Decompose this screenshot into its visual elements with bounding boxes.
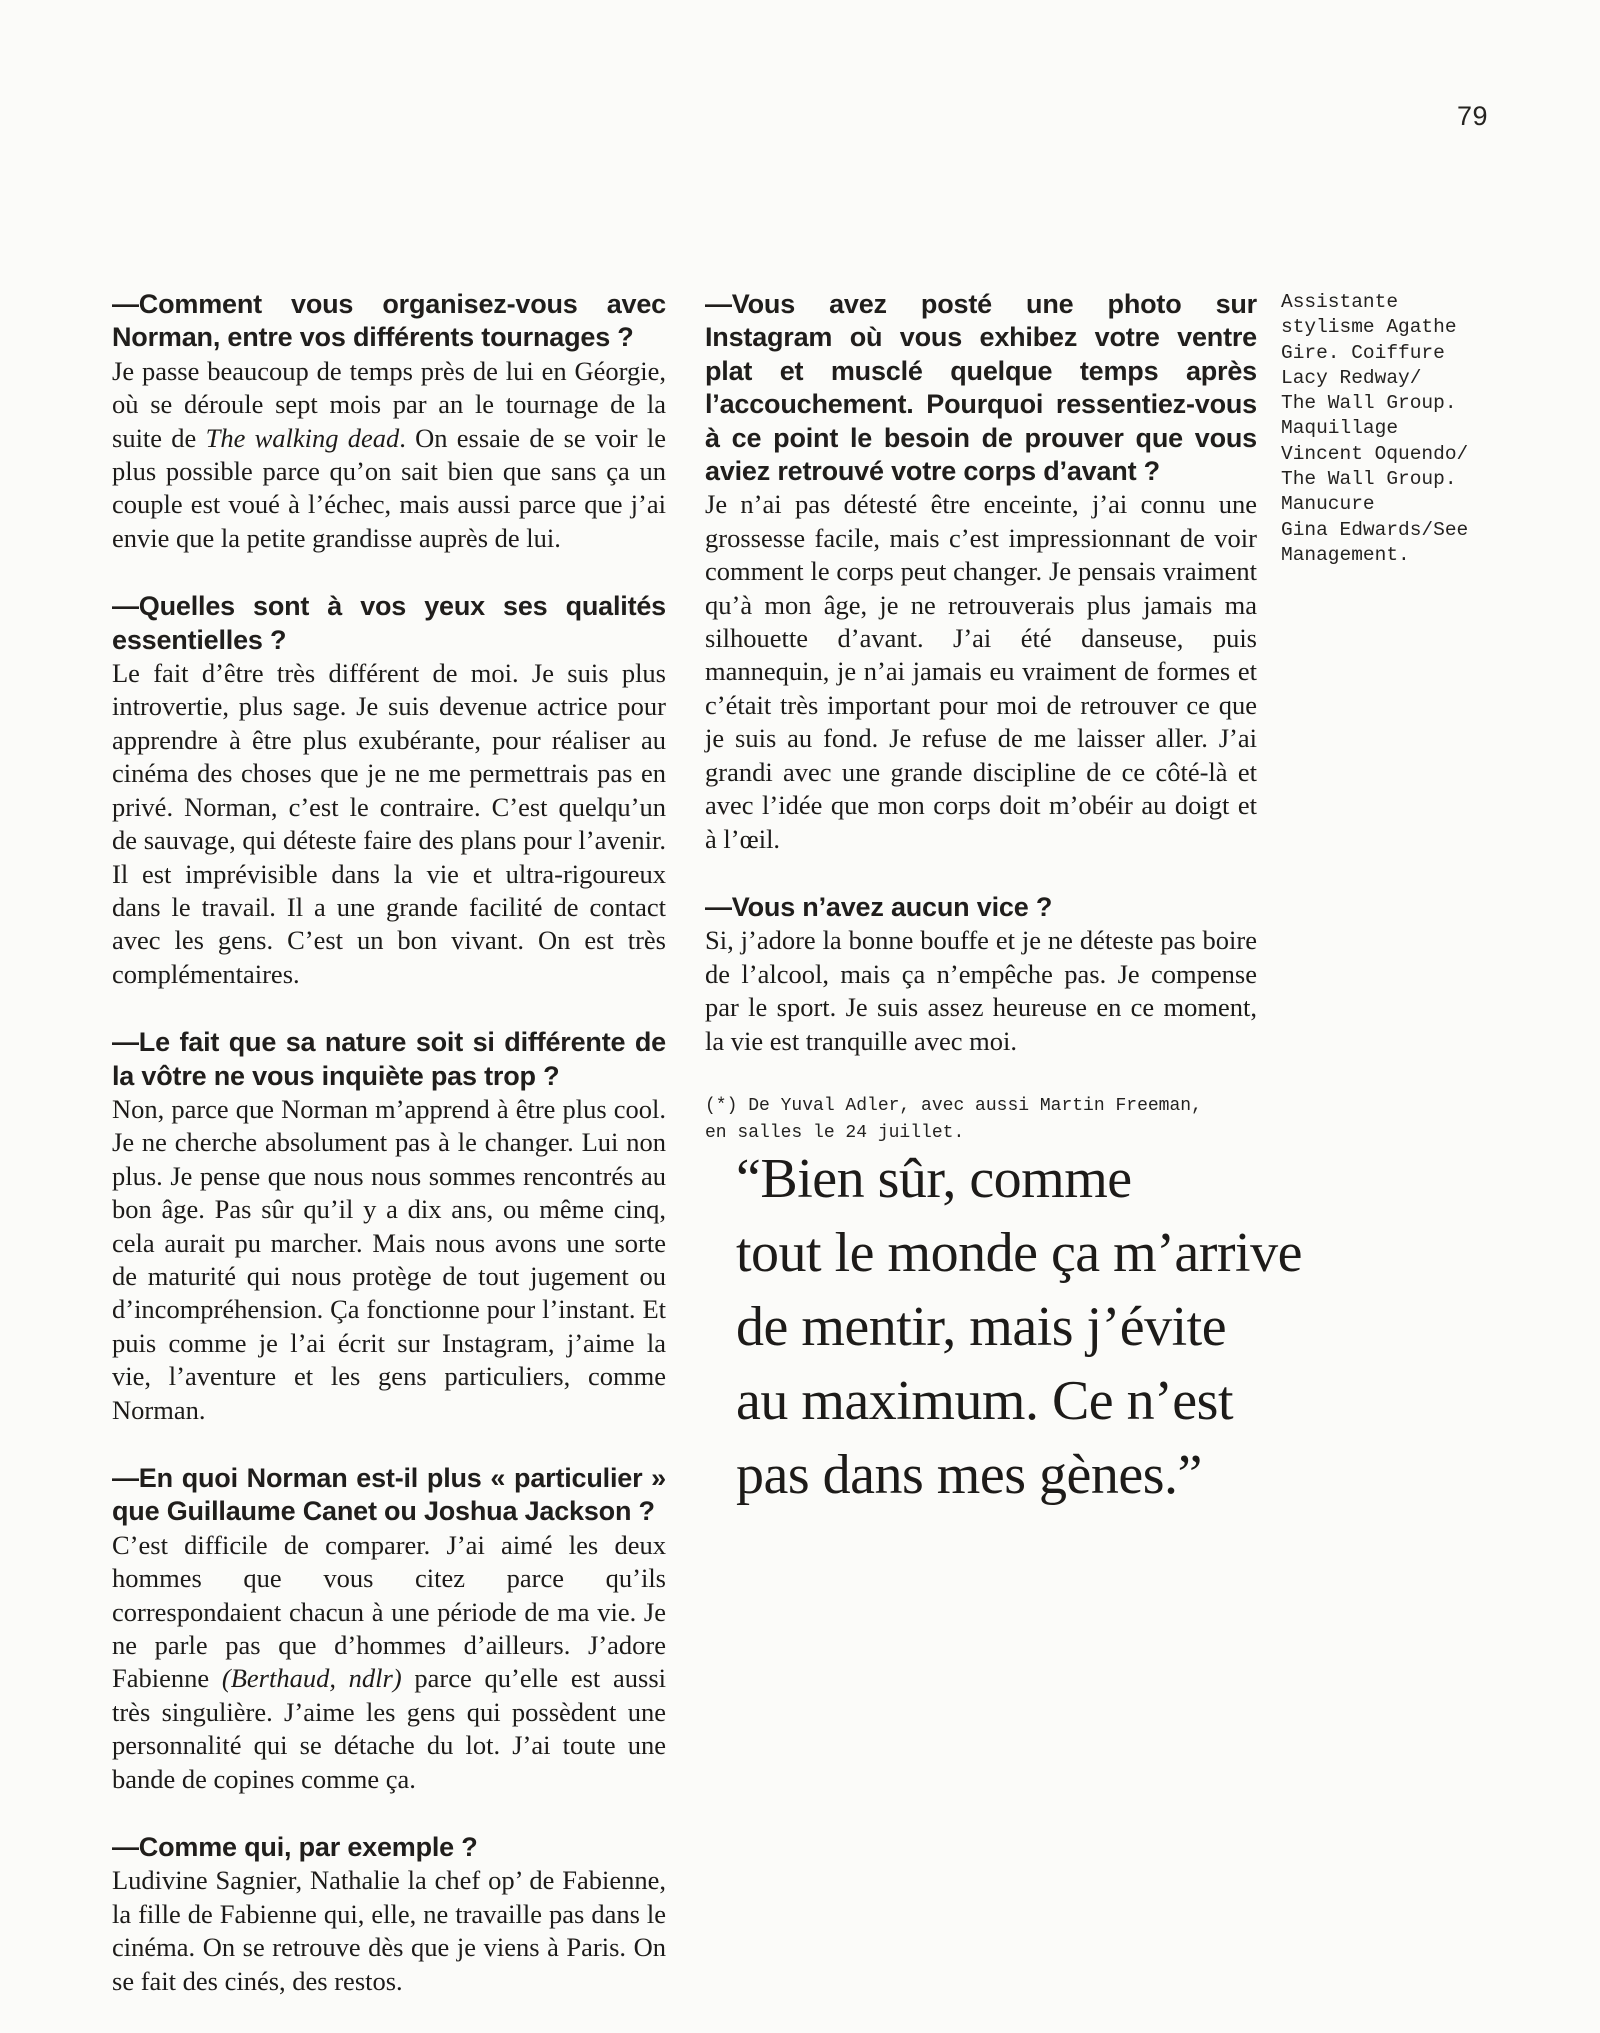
interview-answer: C’est difficile de comparer. J’ai aimé les deux hommes que vous citez parce qu’ils correspondaient chacun à une période de ma vie. Je ne parle pas que d’hommes d’ailleurs. J’adore Fabienne (Berthaud, ndlr) parce qu’elle est aussi très singulière. J’aime les gens qui possèdent une personnalité qui se détache du lot. J’ai toute une bande de copines comme ça. [112, 1529, 666, 1794]
interview-answer: Si, j’adore la bonne bouffe et je ne déteste pas boire de l’alcool, mais ça n’empêche pas. Je compense par le sport. Je suis assez heureuse en ce moment, la vie est tranquille avec moi. [705, 925, 1257, 1056]
interview-question: —Vous avez posté une photo sur Instagram où vous exhibez votre ventre plat et musclé quelque temps après l’accouchement. Pourquoi ressentiez-vous à ce point le besoin de prouver que vous aviez retrouvé votre corps d’avant ? [705, 289, 1257, 487]
pull-quote-line: au maximum. Ce n’est [736, 1370, 1234, 1432]
credits-sidebar [1281, 290, 1496, 568]
qa-block [705, 288, 1257, 856]
interview-question: —Vous n’avez aucun vice ? [705, 891, 1053, 922]
qa-block [112, 1462, 666, 1796]
credits-line: stylisme Agathe [1281, 316, 1457, 339]
credits-line: Assistante [1281, 291, 1399, 313]
article-column-2 [705, 288, 1257, 1147]
film-footnote [705, 1093, 1257, 1147]
article-column-1 [112, 288, 666, 2033]
interview-question: —En quoi Norman est-il plus « particulier » que Guillaume Canet ou Joshua Jackson ? [112, 1463, 666, 1527]
credits-line: Manucure [1281, 493, 1375, 516]
interview-answer: Je n’ai pas détesté être enceinte, j’ai connu une grossesse facile, mais c’est impressionnant de voir comment le corps peut changer. Je pensais vraiment qu’à mon âge, je ne retrouverais plus jamais ma silhouette d’avant. J’ai été danseuse, puis mannequin, je n’ai jamais eu vraiment de formes et c’était très important pour moi de retrouver ce que je suis au fond. Je refuse de me laisser aller. J’ai grandi avec une grande discipline de ce côté-là et avec l’idée que mon corps doit m’obéir au doigt et à l’œil. [705, 489, 1257, 854]
qa-block [705, 891, 1257, 1058]
qa-block [112, 590, 666, 991]
pull-quote-line: tout le monde ça m’arrive [736, 1222, 1302, 1284]
qa-block [112, 1831, 666, 1998]
footnote-line: (*) De Yuval Adler, avec aussi Martin Freeman, [705, 1095, 1202, 1116]
credits-line: Maquillage [1281, 417, 1399, 440]
qa-block [112, 1026, 666, 1427]
interview-question: —Comme qui, par exemple ? [112, 1832, 478, 1863]
interview-answer: Je passe beaucoup de temps près de lui en Géorgie, où se déroule sept mois par an le tournage de la suite de The walking dead. On essaie de se voir le plus possible parce qu’on sait bien que sans ça un couple est voué à l’échec, mais aussi parce que j’ai envie que la petite grandisse auprès de lui. [112, 355, 666, 553]
footnote-line: en salles le 24 juillet. [705, 1122, 965, 1143]
interview-answer: Non, parce que Norman m’apprend à être plus cool. Je ne cherche absolument pas à le changer. Lui non plus. Je pense que nous nous sommes rencontrés au bon âge. Pas sûr qu’il y a dix ans, ou même cinq, cela aurait pu marcher. Mais nous avons une sorte de maturité qui nous protège de tout jugement ou d’incompréhension. Ça fonctionne pour l’instant. Et puis comme je l’ai écrit sur Instagram, j’aime la vie, l’aventure et les gens particuliers, comme Norman. [112, 1093, 666, 1425]
interview-question: —Comment vous organisez-vous avec Norman, entre vos différents tournages ? [112, 289, 666, 353]
credits-line: Management. [1281, 543, 1410, 566]
pull-quote-line: de mentir, mais j’évite [736, 1296, 1227, 1358]
pull-quote [736, 1142, 1498, 1512]
credits-line: Lacy Redway/ [1281, 366, 1422, 389]
interview-question: —Le fait que sa nature soit si différente de la vôtre ne vous inquiète pas trop ? [112, 1027, 666, 1091]
page-number: 79 [1456, 101, 1488, 131]
pull-quote-line: pas dans mes gènes.” [736, 1444, 1202, 1506]
credits-line: Gina Edwards/See [1281, 518, 1469, 541]
credits-line: The Wall Group. [1281, 392, 1457, 415]
interview-question: —Quelles sont à vos yeux ses qualités essentielles ? [112, 591, 666, 655]
pull-quote-line: “Bien sûr, comme [736, 1148, 1132, 1210]
credits-line: Vincent Oquendo/ [1281, 442, 1469, 465]
interview-answer: Ludivine Sagnier, Nathalie la chef op’ de Fabienne, la fille de Fabienne qui, elle, ne travaille pas dans le cinéma. On se retrouve dès que je viens à Paris. On se fait des cinés, des restos. [112, 1865, 666, 1996]
credits-line: The Wall Group. [1281, 468, 1457, 491]
interview-answer: Le fait d’être très différent de moi. Je suis plus introvertie, plus sage. Je suis devenue actrice pour apprendre à être plus exubérante, pour réaliser au cinéma des choses que je ne me permettrais pas en privé. Norman, c’est le contraire. C’est quelqu’un de sauvage, qui déteste faire des plans pour l’avenir. Il est imprévisible dans la vie et ultra-rigoureux dans le travail. Il a une grande facilité de contact avec les gens. C’est un bon vivant. On est très complémentaires. [112, 658, 666, 989]
qa-block [112, 288, 666, 555]
credits-line: Gire. Coiffure [1281, 341, 1445, 364]
